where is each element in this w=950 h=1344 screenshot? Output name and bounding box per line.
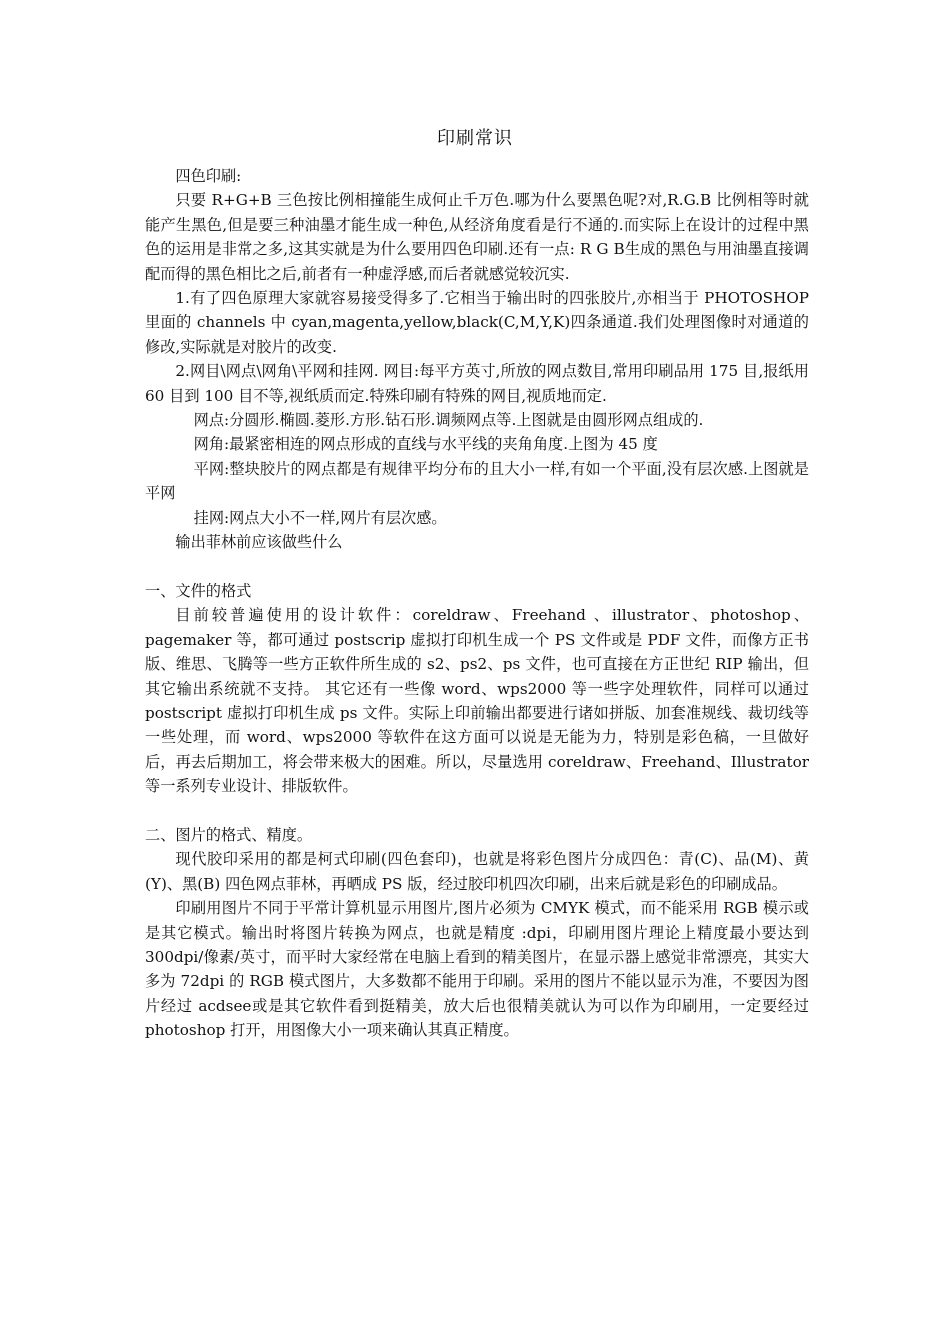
paragraph-flat-screen: 平网:整块胶片的网点都是有规律平均分布的且大小一样,有如一个平面,没有层次感.上图就是平网 [145,459,809,503]
paragraph-screen-angle: 网角:最紧密相连的网点形成的直线与水平线的夹角角度.上图为 45 度 [193,435,658,454]
paragraph-four-color-heading: 四色印刷: [175,167,242,185]
paragraph-design-software: 目前较普遍使用的设计软件：coreldraw、Freehand 、illustrator、photoshop、pagemaker 等，都可通过 postscrip 虚拟打印机生成一个 PS 文件或是 PDF 文件，而像方正书版、维思、飞腾等一些方正软件所生成的 s2、ps2、ps 文件，也可直接在方正世纪 RIP 输出，但其它输出系统就不支持。 其它还有一些像 word、wps2000 等一些字处理软件，同样可以通过 postscript 虚拟打印机生成 ps 文件。实际上印前输出都要进行诸如拼版、加套准规线、裁切线等一些处理，而 word、wps2000 等软件在这方面可以说是无能为力，特别是彩色稿，一旦做好后，再去后期加工，将会带来极大的困难。所以，尽量选用 coreldraw、Freehand、Illustrator 等一系列专业设计、排版软件。 [145,606,809,796]
paragraph-dot-shapes: 网点:分圆形.椭圆.菱形.方形.钻石形.调频网点等.上图就是由圆形网点组成的. [193,411,704,430]
paragraph-offset-printing: 现代胶印采用的都是柯式印刷(四色套印)，也就是将彩色图片分成四色：青(C)、品(M)、黄(Y)、黑(B) 四色网点菲林，再晒成 PS 版，经过胶印机四次印刷，出来后就是彩色的印刷成品。 [145,850,809,893]
paragraph-screen-terms: 2.网目\网点\网角\平网和挂网. 网目:每平方英寸,所放的网点数目,常用印刷品用 175 目,报纸用 60 目到 100 目不等,视纸质而定.特殊印刷有特殊的网目,视质地而定. [145,362,809,405]
section-heading-image-format: 二、图片的格式、精度。 [145,825,313,844]
paragraph-image-resolution: 印刷用图片不同于平常计算机显示用图片,图片必须为 CMYK 模式，而不能采用 RGB 模示或是其它模式。输出时将图片转换为网点，也就是精度 :dpi，印刷用图片理论上精度最小要达到 300dpi/像素/英寸，而平时大家经常在电脑上看到的精美图片，在显示器上感觉非常漂亮，其实大多为 72dpi 的 RGB 模式图片，大多数都不能用于印刷。采用的图片不能以显示为准，不要因为图片经过 acdsee或是其它软件看到挺精美，放大后也很精美就认为可以作为印刷用，一定要经过 photoshop 打开，用图像大小一项来确认其真正精度。 [145,899,809,1040]
paragraph-spacer [145,555,809,579]
paragraph-tint-screen: 挂网:网点大小不一样,网片有层次感。 [193,508,447,527]
paragraph-before-output: 输出菲林前应该做些什么 [175,533,343,552]
document-title: 印刷常识 [437,128,513,149]
paragraph-spacer [145,799,809,823]
paragraph-channels: 1.有了四色原理大家就容易接受得多了.它相当于输出时的四张胶片,亦相当于 PHOTOSHOP 里面的 channels 中 cyan,magenta,yellow,black(C,M,Y,K)四条通道.我们处理图像时对通道的修改,实际就是对胶片的改变. [145,289,809,356]
paragraph-four-color-intro: 只要 R+G+B 三色按比例相撞能生成何止千万色.哪为什么要黑色呢?对,R.G.B 比例相等时就能产生黑色,但是要三种油墨才能生成一种色,从经济角度看是行不通的.而实际上在设计的过程中黑色的运用是非常之多,这其实就是为什么要用四色印刷.还有一点: R G B生成的黑色与用油墨直接调配而得的黑色相比之后,前者有一种虚浮感,而后者就感觉较沉实. [145,191,809,283]
document-body [145,164,809,1043]
section-heading-file-format: 一、文件的格式 [145,581,252,600]
